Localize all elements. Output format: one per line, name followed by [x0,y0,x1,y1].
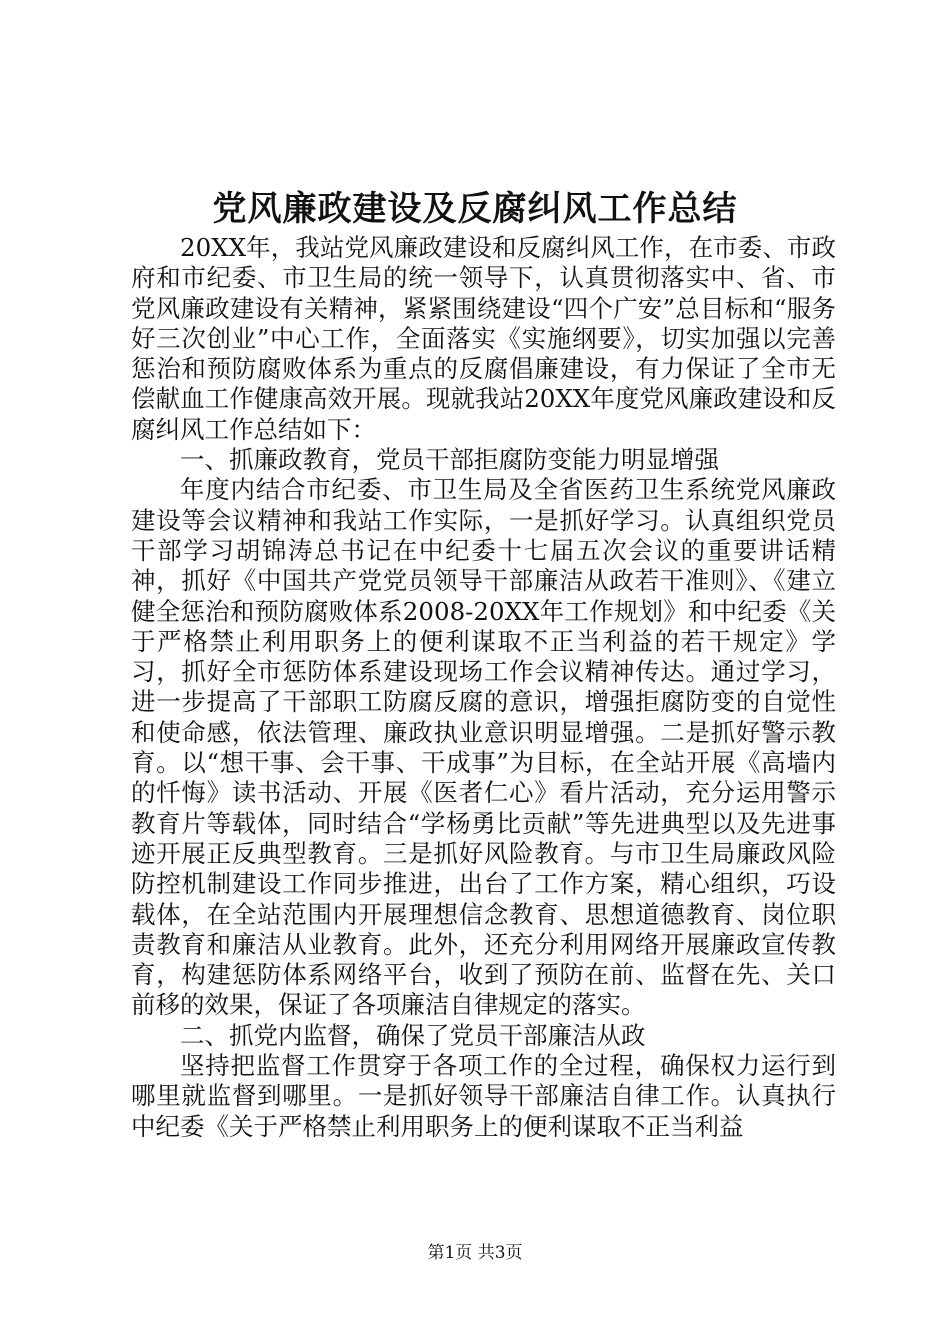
section-heading-1: 一、抓廉政教育，党员干部拒腐防变能力明显增强 [180,445,719,475]
section-1-paragraph: 年度内结合市纪委、市卫生局及全省医药卫生系统党风廉政建设等会议精神和我站工作实际，一是抓好学习。认真组织党员干部学习胡锦涛总书记在中纪委十七届五次会议的重要讲话精神，抓好《中国共产党党员领导干部廉洁从政若干准则》、《建立健全惩治和预防腐败体系2008-20XX年工作规划》和中纪委《关于严格禁止利用职务上的便利谋取不正当利益的若干规定》学习，抓好全市惩防体系建设现场工作会议精神传达。通过学习，进一步提高了干部职工防腐反腐的意识，增强拒腐防变的自觉性和使命感，依法管理、廉政执业意识明显增强。二是抓好警示教育。以“想干事、会干事、干成事”为目标，在全站开展《高墙内的忏悔》读书活动、开展《医者仁心》看片活动，充分运用警示教育片等载体，同时结合“学杨勇比贡献”等先进典型以及先进事迹开展正反典型教育。三是抓好风险教育。与市卫生局廉政风险防控机制建设工作同步推进，出台了工作方案，精心组织，巧设载体，在全站范围内开展理想信念教育、思想道德教育、岗位职责教育和廉洁从业教育。此外，还充分利用网络开展廉政宣传教育，构建惩防体系网络平台，收到了预防在前、监督在先、关口前移的效果，保证了各项廉洁自律规定的落实。 [131,475,836,1020]
page-number: 第1页 共3页 [427,1243,523,1263]
document-body [131,233,836,1142]
section-2-paragraph: 坚持把监督工作贯穿于各项工作的全过程，确保权力运行到哪里就监督到哪里。一是抓好领导干部廉洁自律工作。认真执行中纪委《关于严格禁止利用职务上的便利谋取不正当利益 [131,1051,836,1141]
document-title: 党风廉政建设及反腐纠风工作总结 [212,189,738,229]
section-heading-2: 二、抓党内监督，确保了党员干部廉洁从政 [180,1020,646,1050]
intro-paragraph: 20XX年，我站党风廉政建设和反腐纠风工作，在市委、市政府和市纪委、市卫生局的统一领导下，认真贯彻落实中、省、市党风廉政建设有关精神，紧紧围绕建设“四个广安”总目标和“服务好三次创业”中心工作，全面落实《实施纲要》，切实加强以完善惩治和预防腐败体系为重点的反腐倡廉建设，有力保证了全市无偿献血工作健康高效开展。现就我站20XX年度党风廉政建设和反腐纠风工作总结如下： [131,233,836,444]
